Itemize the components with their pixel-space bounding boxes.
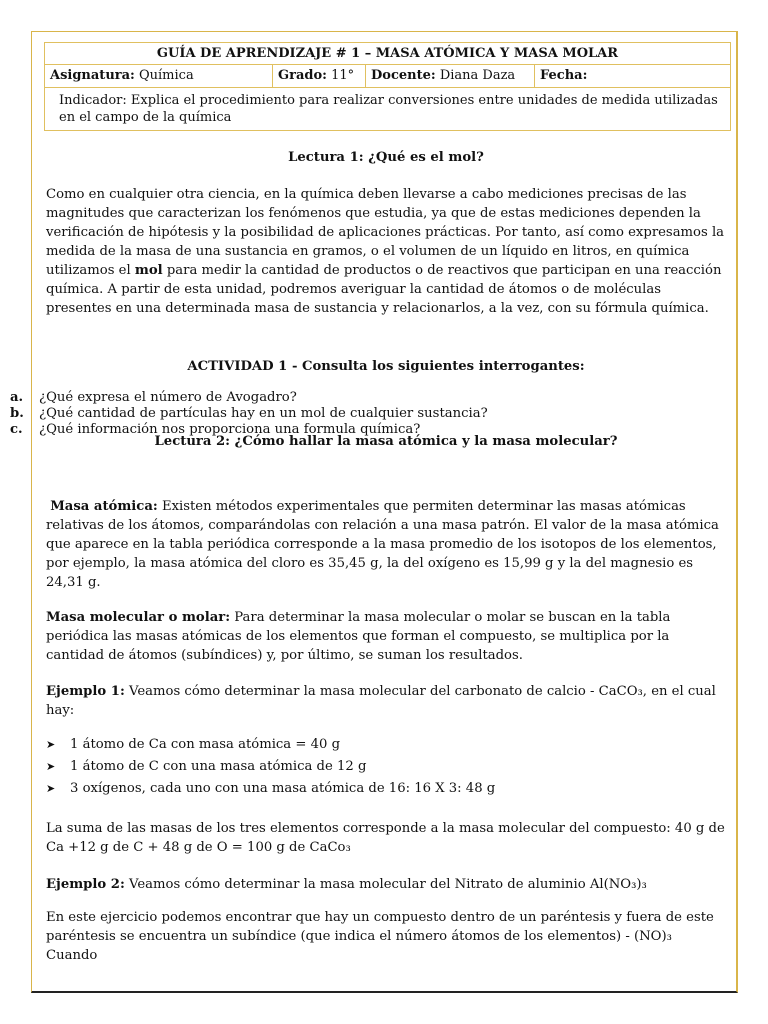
asignatura-value: Química: [138, 68, 194, 83]
masa-molar-paragraph: [46, 608, 726, 665]
fecha-cell: [535, 65, 730, 87]
bullet-text: 1 átomo de C con una masa atómica de 12 g: [70, 759, 367, 774]
docente-value: Diana Daza: [439, 68, 516, 83]
ejemplo2-text: Veamos cómo determinar la masa molecular del Nitrato de aluminio Al(NO₃)₃: [129, 877, 647, 892]
suma-paragraph: [46, 819, 726, 857]
grado-label: Grado:: [278, 68, 327, 83]
arrow-bullet-icon: ➤: [46, 738, 56, 751]
list-item: [10, 390, 488, 406]
header-info-row: [45, 65, 730, 88]
mol-term: mol: [134, 263, 163, 278]
list-item: [46, 778, 495, 800]
final-paragraph: [46, 908, 726, 965]
ejemplo1-paragraph: [46, 682, 726, 720]
masa-atomica-label: Masa atómica:: [50, 499, 158, 514]
lectura1-text-b: para medir la cantidad de productos o de reactivos que participan en una reacción química. A partir de esta unidad, podremos averiguar la cantidad de átomos o de moléculas presentes en una determinada masa de sustancia y relacionarlos, a la vez, con su fórmula química.: [46, 263, 722, 316]
list-item: [46, 734, 495, 756]
lectura1-paragraph: [46, 185, 726, 318]
bullet-text: 1 átomo de Ca con masa atómica = 40 g: [70, 737, 341, 752]
bullet-text: 3 oxígenos, cada uno con una masa atómica de 16: 16 X 3: 48 g: [70, 781, 496, 796]
list-item: [10, 406, 488, 422]
list-marker: b.: [10, 406, 24, 421]
masa-molar-text: Para determinar la masa molecular o molar se buscan en la tabla periódica las masas atómicas de los elementos que forman el compuesto, se multiplica por la cantidad de átomos (subíndices) y, por último, se suman los resultados.: [46, 610, 671, 663]
masa-atomica-text: Existen métodos experimentales que permiten determinar las masas atómicas relativas de los átomos, comparándolas con relación a una masa patrón. El valor de la masa atómica que aparece en la tabla periódica corresponde a la masa promedio de los isotopos de los elementos, por ejemplo, la masa atómica del cloro es 35,45 g, la del oxígeno es 15,99 g y la del magnesio es 24,31 g.: [46, 499, 719, 590]
final-text: En este ejercicio podemos encontrar que hay un compuesto dentro de un paréntesis y fuera de este paréntesis se encuentra un subíndice (que indica el número átomos de los elementos) - (NO)₃ Cuando: [46, 910, 714, 963]
fecha-label: Fecha:: [540, 68, 588, 83]
actividad1-label: ACTIVIDAD 1: [187, 359, 288, 374]
masa-atomica-paragraph: [46, 497, 726, 592]
actividad1-questions: [10, 390, 488, 438]
list-item-text: ¿Qué expresa el número de Avogadro?: [39, 390, 297, 405]
actividad1-title: [46, 359, 726, 374]
list-marker: a.: [10, 390, 24, 405]
asignatura-label: Asignatura:: [50, 68, 135, 83]
list-item-text: ¿Qué información nos proporciona una formula química?: [39, 422, 421, 437]
arrow-bullet-icon: ➤: [46, 782, 56, 795]
guide-title: GUÍA DE APRENDIZAJE # 1 – MASA ATÓMICA Y MASA MOLAR: [45, 43, 730, 65]
docente-label: Docente:: [371, 68, 436, 83]
grado-value: 11°: [331, 68, 355, 83]
ejemplo1-label: Ejemplo 1:: [46, 684, 125, 699]
asignatura-cell: [45, 65, 273, 87]
list-item-text: ¿Qué cantidad de partículas hay en un mol de cualquier sustancia?: [39, 406, 488, 421]
header-table: [44, 42, 731, 131]
actividad1-rest: - Consulta los siguientes interrogantes:: [291, 359, 585, 374]
ejemplo1-bullets: [46, 734, 495, 800]
list-marker: c.: [10, 422, 23, 437]
lectura1-title: Lectura 1: ¿Qué es el mol?: [288, 150, 484, 165]
suma-text: La suma de las masas de los tres elementos corresponde a la masa molecular del compuesto: 40 g de Ca +12 g de C + 48 g de O = 100 g de CaCo₃: [46, 821, 725, 855]
lectura1-text-a: Como en cualquier otra ciencia, en la química deben llevarse a cabo mediciones precisas de las magnitudes que caracterizan los fenómenos que estudia, ya que de estas mediciones dependen la verificación de hipótesis y la posibilidad de aplicaciones prácticas. Por tanto, así como expresamos la medida de la masa de una sustancia en gramos, o el volumen de un líquido en litros, en química utilizamos el: [46, 187, 725, 278]
docente-cell: [366, 65, 535, 87]
indicador-text: Indicador: Explica el procedimiento para realizar conversiones entre unidades de medida utilizadas en el campo de la química: [59, 93, 718, 125]
ejemplo1-text: Veamos cómo determinar la masa molecular del carbonato de calcio - CaCO₃, en el cual hay:: [46, 684, 716, 718]
arrow-bullet-icon: ➤: [46, 760, 56, 773]
masa-molar-label: Masa molecular o molar:: [46, 610, 231, 625]
list-item: [46, 756, 495, 778]
grado-cell: [273, 65, 366, 87]
lectura2-title: Lectura 2: ¿Cómo hallar la masa atómica y la masa molecular?: [154, 434, 618, 449]
ejemplo2-label: Ejemplo 2:: [46, 877, 125, 892]
ejemplo2-paragraph: [46, 875, 726, 894]
